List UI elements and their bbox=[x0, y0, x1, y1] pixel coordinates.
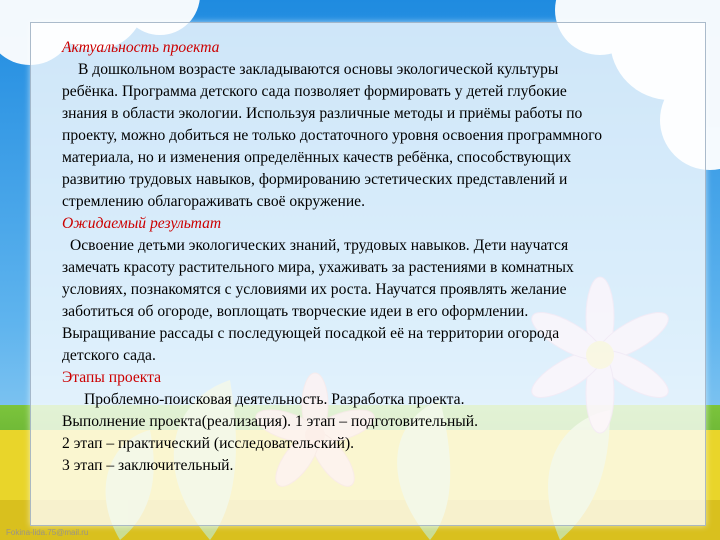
slide-content bbox=[62, 37, 612, 477]
stages-heading: Этапы проекта bbox=[62, 369, 162, 386]
relevance-heading: Актуальность проекта bbox=[62, 39, 220, 56]
result-text: Освоение детьми экологических знаний, трудовых навыков. Дети научатся замечать красоту растительного мира, ухаживать за растениями в комнатных условиях, познакомятся с условиями их роста. Научатся проявлять желание заботиться об огороде, воплощать творческие идеи в его оформлении. Выращивание рассады с последующей посадкой её на территории огорода детского сада. bbox=[62, 237, 574, 364]
relevance-text: В дошкольном возрасте закладываются основы экологической культуры ребёнка. Программа детского сада позволяет формировать у детей глубокие знания в области экологии. Используя различные методы и приёмы работы по проекту, можно добиться не только достаточного уровня освоения программного материала, но и изменения определённых качеств ребёнка, способствующих развитию трудовых навыков, формированию эстетических представлений и стремлению облагораживать своё окружение. bbox=[62, 61, 603, 210]
watermark: Fokina-lida.75@mail.ru bbox=[6, 528, 89, 537]
stages-line-2: Выполнение проекта(реализация). 1 этап – подготовительный. bbox=[62, 413, 479, 430]
result-heading: Ожидаемый результат bbox=[62, 215, 222, 232]
stages-line-3: 2 этап – практический (исследовательский). bbox=[62, 435, 355, 452]
stages-line-1: Проблемно-поисковая деятельность. Разработка проекта. bbox=[84, 391, 465, 408]
stages-line-4: 3 этап – заключительный. bbox=[62, 457, 234, 474]
